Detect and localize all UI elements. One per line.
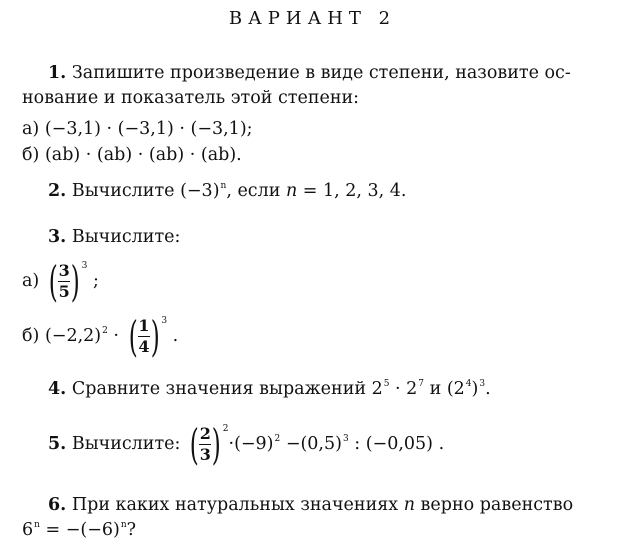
- task4-exp2: 7: [418, 379, 425, 389]
- task5-numerator: 2: [199, 424, 211, 443]
- task5-mid1: ·(−9): [228, 434, 274, 454]
- task2-number: 2.: [48, 181, 67, 201]
- task4-end: .: [485, 379, 491, 399]
- task6-end: ?: [126, 520, 137, 540]
- task3-b-exp1: 2: [102, 326, 108, 336]
- task3-b-numerator: 1: [138, 316, 150, 335]
- task6-exp1: n: [34, 520, 40, 530]
- task5-exp1: 2: [222, 423, 229, 434]
- task4-mid3: ): [471, 379, 479, 399]
- task3-item-b: [22, 310, 178, 362]
- task6-exp2: n: [120, 520, 127, 530]
- task3-b-denominator: 4: [138, 337, 150, 356]
- task3-heading: [48, 226, 180, 248]
- task3-item-a: [22, 255, 99, 307]
- task6-rhs: = −(−6): [39, 520, 120, 540]
- task5-mid2: −(0,5): [280, 434, 342, 454]
- task4-text: Сравните значения выражений 2: [71, 379, 383, 399]
- task1-item-a: а) (−3,1) · (−3,1) · (−3,1);: [22, 119, 253, 139]
- task4-mid2: и (2: [424, 379, 465, 399]
- task6-line2: [22, 519, 136, 544]
- task1-text-1: Запишите произведение в виде степени, назовите ос-: [71, 63, 571, 83]
- task3-b-end: .: [172, 326, 179, 346]
- task1-b-expr: (ab) · (ab) · (ab) · (ab).: [44, 145, 242, 165]
- task1-number: 1.: [48, 63, 67, 83]
- task3-a-fraction: ( $\frac{3}{5}$ ) 3: [45, 256, 88, 308]
- task3-b-dot: ·: [113, 326, 119, 346]
- task5-mid3: : (−0,05) .: [348, 434, 445, 454]
- task1-b-label: б): [22, 145, 45, 165]
- task4-number: 4.: [48, 379, 67, 399]
- task6-line1: [48, 494, 573, 516]
- task5-exp2: 2: [274, 434, 281, 444]
- task5-denominator: 3: [199, 445, 211, 464]
- task2-post: = 1, 2, 3, 4.: [297, 181, 407, 201]
- task6-text2: верно равенство: [414, 495, 574, 515]
- task6-base: 6: [22, 520, 34, 540]
- task4-exp4: 3: [479, 379, 486, 389]
- task3-a-end: ;: [92, 271, 99, 291]
- task6-text: При каких натуральных значениях: [71, 495, 404, 515]
- task3-a-denominator: 5: [58, 282, 70, 301]
- task5-line: [48, 418, 444, 470]
- variant-title: ВАРИАНТ 2: [228, 8, 397, 29]
- task5-number: 5.: [48, 434, 67, 454]
- task3-a-exponent: 3: [81, 260, 88, 271]
- task1-line1: [48, 62, 571, 84]
- task1-item-b: [22, 144, 242, 166]
- task3-a-numerator: 3: [58, 261, 70, 280]
- task4-line: [48, 378, 491, 403]
- task3-b-fraction: ( $\frac{1}{4}$ ) 3: [125, 311, 168, 363]
- task5-text: Вычислите:: [71, 434, 181, 454]
- task3-number: 3.: [48, 227, 67, 247]
- task4-mid1: · 2: [389, 379, 418, 399]
- task3-b-label: б): [22, 326, 40, 346]
- task3-b-pre: (−2,2): [44, 326, 102, 346]
- task4-exp1: 5: [383, 379, 390, 389]
- task2-pre: Вычислите (−3): [71, 181, 220, 201]
- task4-exp3: 4: [465, 379, 472, 389]
- task3-a-label: а): [22, 271, 40, 291]
- task2-exponent: n: [220, 181, 227, 191]
- task3-b-exp2: 3: [161, 315, 168, 326]
- task2-line: [48, 180, 407, 205]
- task1-line2: нование и показатель этой степени:: [22, 88, 360, 108]
- task2-var: n: [285, 181, 298, 201]
- task6-number: 6.: [48, 495, 67, 515]
- task5-fraction: ( $\frac{2}{3}$ ) 2: [186, 419, 229, 471]
- task2-mid: , если: [226, 181, 286, 201]
- task6-var: n: [403, 495, 415, 515]
- task3-text: Вычислите:: [71, 227, 181, 247]
- task5-exp3: 3: [342, 434, 349, 444]
